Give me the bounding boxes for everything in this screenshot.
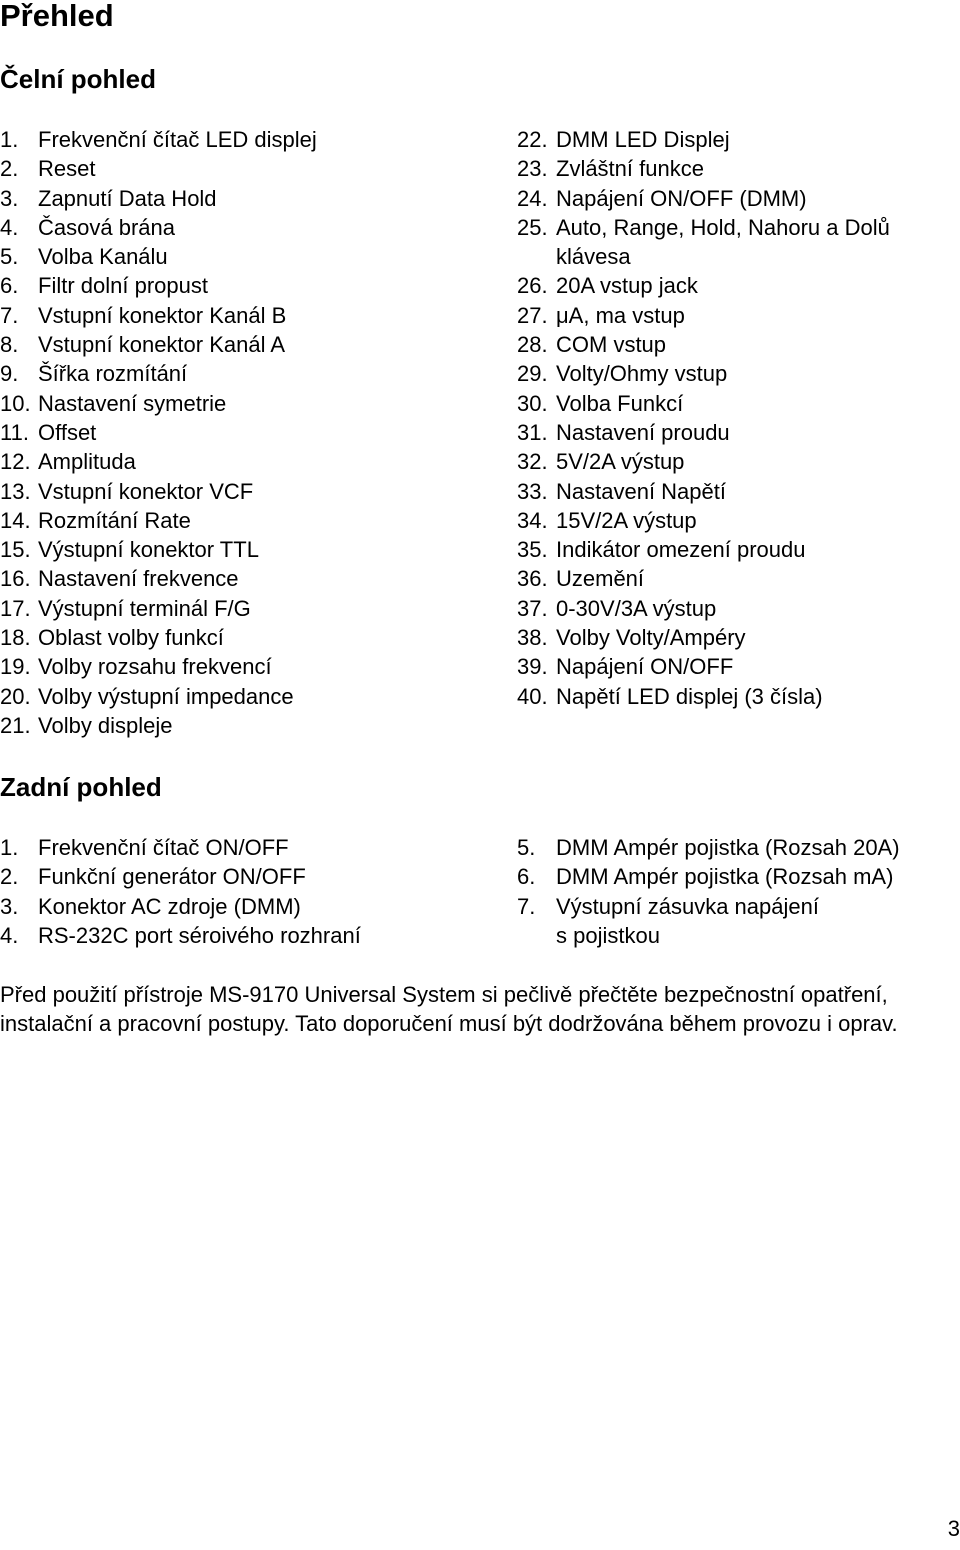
list-item (0, 213, 317, 242)
list-item (517, 447, 890, 476)
list-item-number: 5. (0, 244, 19, 270)
list-item (517, 271, 890, 300)
list-item-text: Frekvenční čítač ON/OFF (38, 835, 289, 860)
page-title: Přehled (0, 0, 114, 33)
list-item-text: Zapnutí Data Hold (38, 185, 217, 211)
list-item-text: DMM Ampér pojistka (Rozsah 20A) (556, 835, 900, 860)
list-item-text: 0-30V/3A výstup (556, 595, 717, 621)
list-item-number: 40. (517, 683, 548, 709)
rear-view-heading: Zadní pohled (0, 772, 162, 802)
list-item-number: 39. (517, 654, 548, 680)
list-item-text: Časová brána (38, 214, 175, 240)
list-item-number: 1. (0, 835, 19, 860)
list-item-text: Napětí LED displej (3 čísla) (556, 683, 823, 709)
list-item-text: Volby Volty/Ampéry (556, 625, 746, 651)
list-item (0, 447, 317, 476)
list-item (0, 477, 317, 506)
list-item-number: 4. (0, 214, 19, 240)
safety-note: Před použití přístroje MS-9170 Universal System si pečlivě přečtěte bezpečnostní opatření, instalační a pracovní postupy. Tato doporučení musí být dodržována během provozu i oprav. (0, 982, 898, 1037)
list-item-number: 12. (0, 449, 31, 475)
list-item-text: Oblast volby funkcí (38, 625, 224, 651)
list-item-text: DMM Ampér pojistka (Rozsah mA) (556, 864, 894, 890)
list-item (0, 652, 317, 681)
list-item (0, 535, 317, 564)
list-item-number: 26. (517, 273, 548, 299)
list-item (0, 154, 317, 183)
list-item (517, 506, 890, 535)
list-item-number: 7. (517, 893, 536, 919)
list-item-text: 20A vstup jack (556, 273, 698, 299)
list-item (0, 271, 317, 300)
list-item-text: Volby rozsahu frekvencí (38, 654, 272, 680)
list-item-text: μA, ma vstup (556, 302, 685, 328)
front-view-list-left (0, 125, 317, 740)
list-item-text: Volty/Ohmy vstup (556, 361, 728, 387)
list-item-text: Napájení ON/OFF (DMM) (556, 185, 807, 211)
list-item-number: 30. (517, 390, 548, 416)
list-item-number: 24. (517, 185, 548, 211)
list-item-text: Volba Funkcí (556, 390, 684, 416)
list-item (517, 652, 890, 681)
list-item-text: 5V/2A výstup (556, 449, 685, 475)
list-item (0, 184, 317, 213)
list-item-text: Auto, Range, Hold, Nahoru a Dolů klávesa (556, 214, 890, 270)
list-item-text: Zvláštní funkce (556, 156, 704, 182)
list-item-text: Výstupní terminál F/G (38, 595, 251, 621)
rear-view-list-left (0, 833, 361, 950)
list-item-number: 15. (0, 537, 31, 563)
list-item (0, 506, 317, 535)
list-item-number: 32. (517, 449, 548, 475)
list-item (0, 682, 317, 711)
list-item-text: Volba Kanálu (38, 244, 168, 270)
list-item (0, 711, 317, 740)
list-item-number: 25. (517, 214, 548, 240)
list-item-text: Amplituda (38, 449, 136, 475)
list-item (517, 359, 890, 388)
list-item-text: Výstupní zásuvka napájení s pojistkou (556, 893, 819, 948)
list-item-text: Rozmítání Rate (38, 507, 191, 533)
list-item (517, 154, 890, 183)
list-item (517, 301, 890, 330)
list-item (517, 862, 900, 891)
list-item (0, 359, 317, 388)
list-item-text: Nastavení symetrie (38, 390, 227, 416)
list-item-text: Vstupní konektor VCF (38, 478, 254, 504)
list-item-text: Volby displeje (38, 712, 173, 738)
list-item (0, 418, 317, 447)
list-item-number: 22. (517, 127, 548, 152)
rear-view-list-right (517, 833, 900, 950)
list-item-text: Volby výstupní impedance (38, 683, 294, 709)
list-item-number: 4. (0, 922, 19, 948)
list-item-text: Vstupní konektor Kanál A (38, 332, 286, 358)
list-item-text: Reset (38, 156, 96, 182)
list-item-number: 27. (517, 302, 548, 328)
list-item-number: 38. (517, 625, 548, 651)
list-item-text: Napájení ON/OFF (556, 654, 734, 680)
list-item-text: Konektor AC zdroje (DMM) (38, 893, 301, 919)
list-item (517, 833, 900, 862)
list-item-text: Offset (38, 419, 97, 445)
front-view-heading: Čelní pohled (0, 64, 156, 94)
list-item-number: 16. (0, 566, 31, 592)
list-item-number: 29. (517, 361, 548, 387)
list-item (517, 892, 900, 951)
list-item-text: RS-232C port séroivého rozhraní (38, 922, 361, 948)
list-item-number: 33. (517, 478, 548, 504)
list-item-number: 28. (517, 332, 548, 358)
list-item (517, 125, 890, 154)
list-item-text: Indikátor omezení proudu (556, 537, 806, 563)
list-item-text: DMM LED Displej (556, 127, 730, 152)
list-item-number: 6. (517, 864, 536, 890)
list-item (0, 389, 317, 418)
list-item-text: Filtr dolní propust (38, 273, 208, 299)
list-item-number: 5. (517, 835, 536, 860)
list-item-number: 36. (517, 566, 548, 592)
list-item-text: Nastavení proudu (556, 419, 730, 445)
list-item (0, 564, 317, 593)
list-item-number: 2. (0, 156, 19, 182)
list-item-number: 21. (0, 712, 31, 738)
list-item-number: 20. (0, 683, 31, 709)
list-item-number: 9. (0, 361, 19, 387)
list-item-number: 35. (517, 537, 548, 563)
list-item (0, 833, 361, 862)
list-item-number: 17. (0, 595, 31, 621)
list-item-text: Vstupní konektor Kanál B (38, 302, 287, 328)
list-item-number: 3. (0, 185, 19, 211)
list-item-text: Nastavení Napětí (556, 478, 726, 504)
list-item (517, 184, 890, 213)
list-item-number: 8. (0, 332, 19, 358)
list-item (0, 623, 317, 652)
list-item-text: Nastavení frekvence (38, 566, 239, 592)
list-item-number: 3. (0, 893, 19, 919)
list-item-text: 15V/2A výstup (556, 507, 697, 533)
list-item (517, 477, 890, 506)
list-item (0, 301, 317, 330)
list-item-number: 19. (0, 654, 31, 680)
list-item-text: COM vstup (556, 332, 667, 358)
list-item (0, 242, 317, 271)
list-item-number: 1. (0, 127, 19, 152)
list-item (517, 213, 890, 272)
list-item (517, 682, 890, 711)
list-item-number: 14. (0, 507, 31, 533)
list-item (0, 330, 317, 359)
list-item (517, 594, 890, 623)
list-item-number: 7. (0, 302, 19, 328)
list-item-text: Frekvenční čítač LED displej (38, 127, 317, 152)
list-item-number: 10. (0, 390, 31, 416)
front-view-list-right (517, 125, 890, 711)
list-item-number: 2. (0, 864, 19, 890)
list-item-number: 37. (517, 595, 548, 621)
list-item-number: 6. (0, 273, 19, 299)
list-item-number: 31. (517, 419, 548, 445)
list-item-number: 18. (0, 625, 31, 651)
list-item (517, 330, 890, 359)
list-item (517, 564, 890, 593)
list-item-text: Výstupní konektor TTL (38, 537, 259, 563)
list-item-number: 11. (0, 419, 29, 445)
list-item (517, 389, 890, 418)
page-number: 3 (947, 1516, 960, 1541)
list-item (0, 892, 361, 921)
list-item (517, 535, 890, 564)
list-item (517, 623, 890, 652)
list-item (0, 125, 317, 154)
list-item (0, 594, 317, 623)
list-item-text: Šířka rozmítání (38, 361, 188, 387)
list-item-text: Funkční generátor ON/OFF (38, 864, 306, 890)
list-item-number: 13. (0, 478, 31, 504)
list-item (517, 418, 890, 447)
list-item (0, 921, 361, 950)
list-item-number: 34. (517, 507, 548, 533)
list-item-text: Uzemění (556, 566, 645, 592)
list-item (0, 862, 361, 891)
list-item-number: 23. (517, 156, 548, 182)
